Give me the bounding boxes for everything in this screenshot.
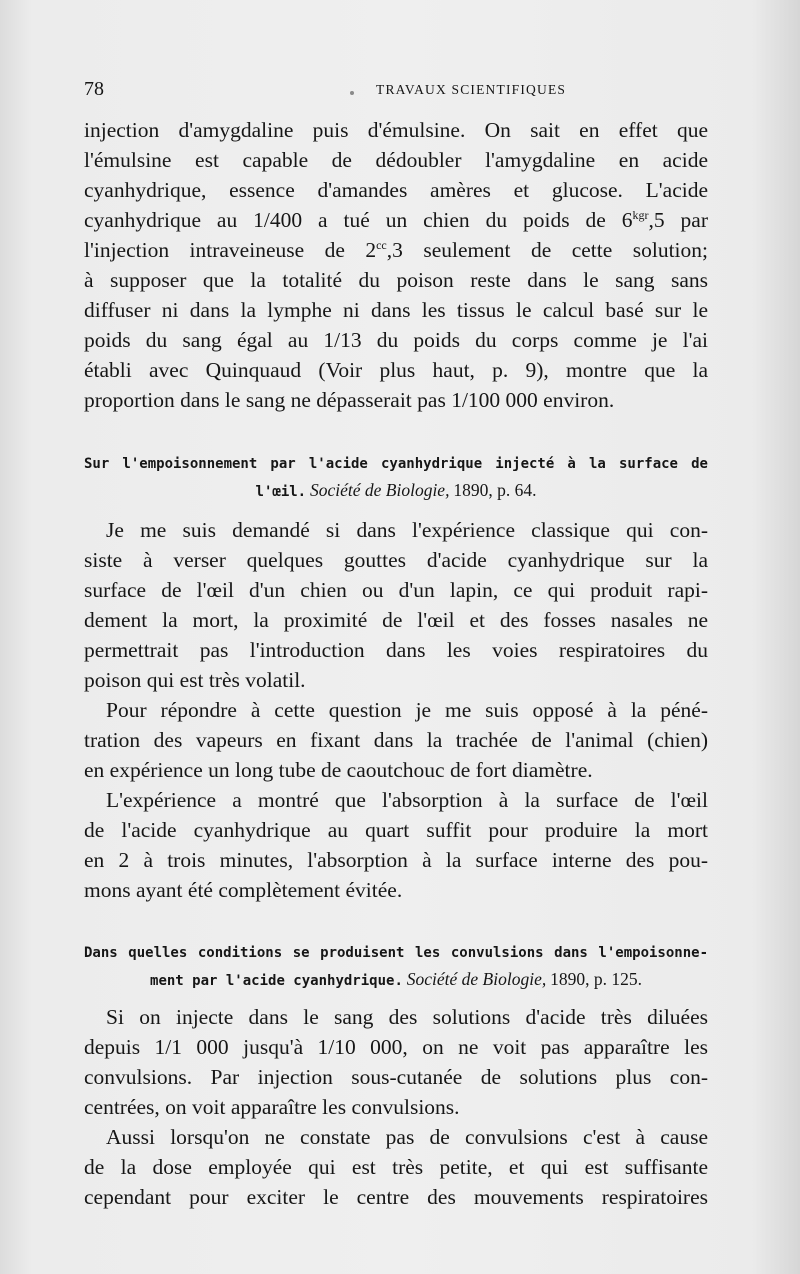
text-line: convulsions. Par injection sous-cutanée de solutions plus con- xyxy=(84,1065,708,1089)
section-title-end: ment par l'acide cyanhydrique. xyxy=(150,973,403,989)
page-header xyxy=(84,78,714,104)
text-line: mons ayant été complètement évitée. xyxy=(84,878,403,902)
header-ornament-dot xyxy=(350,91,354,95)
paragraph-3 xyxy=(84,695,708,785)
text-line: en 2 à trois minutes, l'absorption à la surface interne des pou- xyxy=(84,848,708,872)
text-line: injection d'amygdaline puis d'émulsine. On sait en effet que xyxy=(84,118,708,142)
text-line: l'émulsine est capable de dédoubler l'amygdaline en acide xyxy=(84,148,708,172)
section-title-end: l'œil. xyxy=(255,484,307,500)
text-line: à supposer que la totalité du poison reste dans le sang sans xyxy=(84,268,708,292)
text-line: de la dose employée qui est très petite, et qui est suffisante xyxy=(84,1155,708,1179)
text-line: en expérience un long tube de caoutchouc de fort diamètre. xyxy=(84,758,593,782)
text-line: cependant pour exciter le centre des mouvements respiratoires xyxy=(84,1185,708,1209)
text-line: tration des vapeurs en fixant dans la trachée de l'animal (chien) xyxy=(84,728,708,752)
text-line: de l'acide cyanhydrique au quart suffit pour produire la mort xyxy=(84,818,708,842)
citation-year-page: 1890, p. 125. xyxy=(550,969,642,989)
text-line: établi avec Quinquaud (Voir plus haut, p. 9), montre que la xyxy=(84,358,708,382)
text-line: siste à verser quelques gouttes d'acide cyanhydrique sur la xyxy=(84,548,708,572)
text-line: L'expérience a montré que l'absorption à la surface de l'œil xyxy=(106,788,708,812)
running-title: TRAVAUX SCIENTIFIQUES xyxy=(376,82,567,97)
section-heading-1 xyxy=(84,451,708,503)
text-line: poids du sang égal au 1/13 du poids du corps comme je l'ai xyxy=(84,328,708,352)
text-line: l'injection intraveineuse de $2^{cc},3$ seulement de cette solution; xyxy=(84,237,708,262)
text-line: Pour répondre à cette question je me suis opposé à la péné- xyxy=(106,698,708,722)
section-title-continued xyxy=(84,966,708,992)
journal-citation: Société de Biologie, xyxy=(406,969,547,989)
paragraph-1 xyxy=(84,115,708,415)
text-line: Aussi lorsqu'on ne constate pas de convulsions c'est à cause xyxy=(106,1125,708,1149)
paragraph-2 xyxy=(84,515,708,695)
text-line: poison qui est très volatil. xyxy=(84,668,306,692)
text-line: depuis 1/1 000 jusqu'à 1/10 000, on ne voit pas apparaître les xyxy=(84,1035,708,1059)
text-line: centrées, on voit apparaître les convulsions. xyxy=(84,1095,460,1119)
paragraph-4 xyxy=(84,785,708,905)
text-line: permettrait pas l'introduction dans les voies respiratoires du xyxy=(84,638,708,662)
text-line: Je me suis demandé si dans l'expérience classique qui con- xyxy=(106,518,708,542)
section-title: Dans quelles conditions se produisent les convulsions dans l'empoisonne- xyxy=(84,945,708,961)
text-line: proportion dans le sang ne dépasserait pas 1/100 000 environ. xyxy=(84,388,615,412)
paragraph-5 xyxy=(84,1002,708,1122)
journal-citation: Société de Biologie, xyxy=(309,480,450,500)
text-line: dement la mort, la proximité de l'œil et des fosses nasales ne xyxy=(84,608,708,632)
citation-year-page: 1890, p. 64. xyxy=(453,480,537,500)
text-line: cyanhydrique, essence d'amandes amères et glucose. L'acide xyxy=(84,178,708,202)
page-number: 78 xyxy=(84,78,104,100)
text-line: diffuser ni dans la lymphe ni dans les tissus le calcul basé sur le xyxy=(84,298,708,322)
section-title: Sur l'empoisonnement par l'acide cyanhydrique injecté à la surface de xyxy=(84,456,708,472)
paragraph-6 xyxy=(84,1122,708,1212)
section-title-continued xyxy=(84,477,708,503)
text-line: Si on injecte dans le sang des solutions d'acide très diluées xyxy=(106,1005,708,1029)
section-heading-2 xyxy=(84,940,708,992)
text-line: cyanhydrique au 1/400 a tué un chien du poids de $6^{kgr},5$ par xyxy=(84,207,708,232)
text-line: surface de l'œil d'un chien ou d'un lapin, ce qui produit rapi- xyxy=(84,578,708,602)
